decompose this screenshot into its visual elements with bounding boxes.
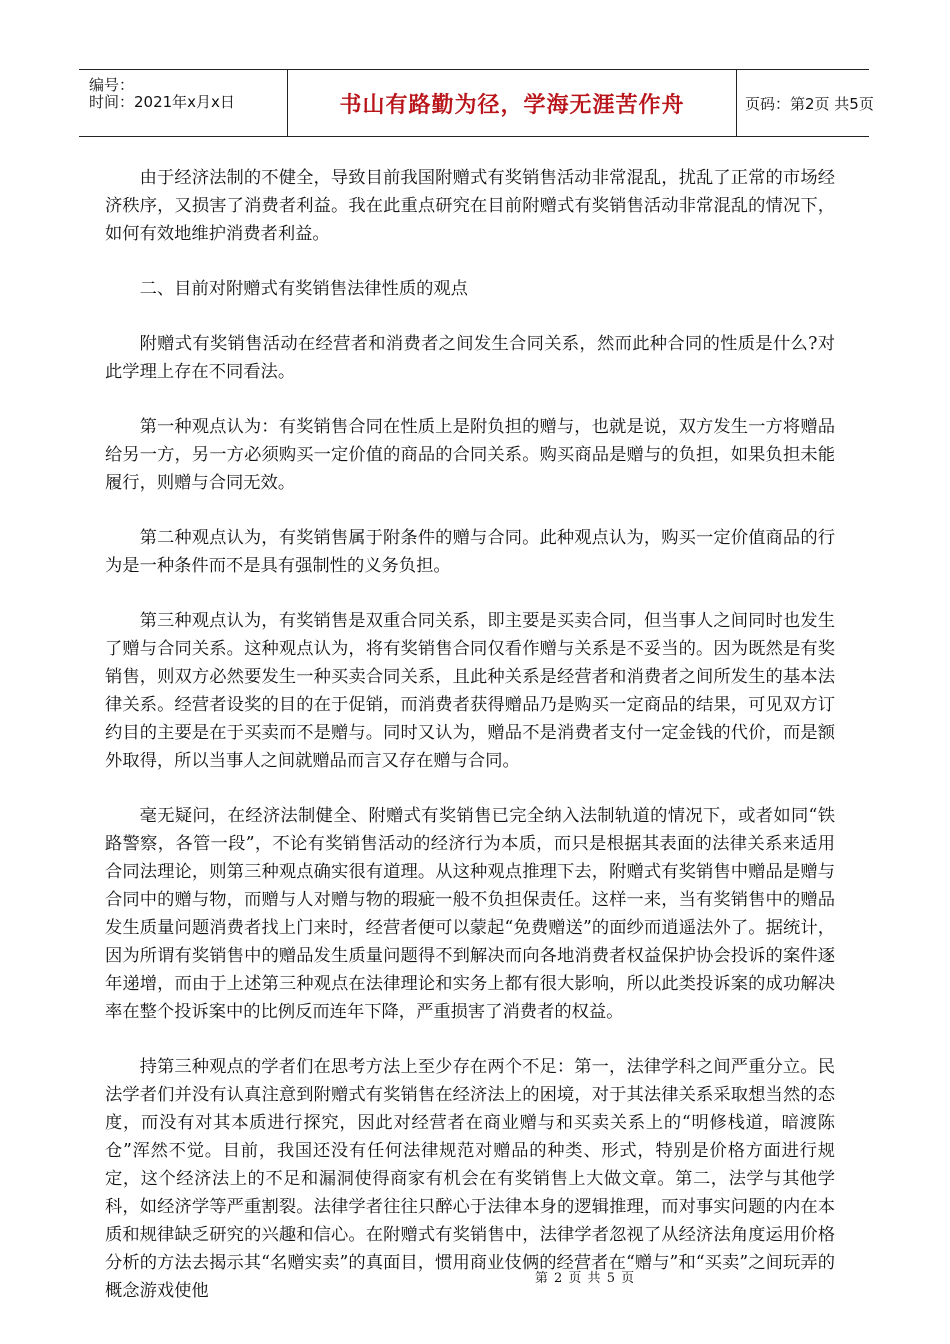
body-paragraph: 第一种观点认为：有奖销售合同在性质上是附负担的赠与，也就是说，双方发生一方将赠品给另一方，另一方必须购买一定价值的商品的合同关系。购买商品是赠与的负担，如果负担未能履行，则赠与合同无效。 xyxy=(105,417,835,493)
header-meta-cell xyxy=(79,70,287,136)
page-footer xyxy=(0,1267,950,1286)
document-header xyxy=(79,69,874,137)
footer-page-number: 第 2 页 共 5 页 xyxy=(534,1271,636,1286)
document-number-label: 编号： xyxy=(89,76,135,94)
document-time-label: 时间：2021年x月x日 xyxy=(89,93,235,111)
body-paragraph: 第三种观点认为，有奖销售是双重合同关系，即主要是买卖合同，但当事人之间同时也发生了赠与合同关系。这种观点认为，将有奖销售合同仅看作赠与关系是不妥当的。因为既然是有奖销售，则双方必然要发生一种买卖合同关系，且此种关系是经营者和消费者之间所发生的基本法律关系。经营者设奖的目的在于促销，而消费者获得赠品乃是购买一定商品的结果，可见双方订约目的主要是在于买卖而不是赠与。同时又认为，赠品不是消费者支付一定金钱的代价，而是额外取得，所以当事人之间就赠品而言又存在赠与合同。 xyxy=(105,611,835,771)
body-paragraph: 持第三种观点的学者们在思考方法上至少存在两个不足：第一，法律学科之间严重分立。民法学者们并没有认真注意到附赠式有奖销售在经济法上的困境，对于其法律关系采取想当然的态度，而没有对其本质进行探究，因此对经营者在商业赠与和买卖关系上的“明修栈道，暗渡陈仓”浑然不觉。目前，我国还没有任何法律规范对赠品的种类、形式，特别是价格方面进行规定，这个经济法上的不足和漏洞使得商家有机会在有奖销售上大做文章。第二，法学与其他学科，如经济学等严重割裂。法律学者往往只醉心于法律本身的逻辑推理，而对事实问题的内在本质和规律缺乏研究的兴趣和信心。在附赠式有奖销售中，法律学者忽视了从经济法角度运用价格分析的方法去揭示其“名赠实卖”的真面目，惯用商业伎俩的经营者在“赠与”和“买卖”之间玩弄的概念游戏使他 xyxy=(105,1057,835,1301)
body-paragraph: 附赠式有奖销售活动在经营者和消费者之间发生合同关系，然而此种合同的性质是什么?对此学理上存在不同看法。 xyxy=(105,334,835,382)
body-paragraph: 毫无疑问，在经济法制健全、附赠式有奖销售已完全纳入法制轨道的情况下，或者如同“铁路警察，各管一段”，不论有奖销售活动的经济行为本质，而只是根据其表面的法律关系来适用合同法理论，则第三种观点确实很有道理。从这种观点推理下去，附赠式有奖销售中赠品是赠与合同中的赠与物，而赠与人对赠与物的瑕疵一般不负担保责任。这样一来，当有奖销售中的赠品发生质量问题消费者找上门来时，经营者便可以蒙起“免费赠送”的面纱而逍遥法外了。据统计，因为所谓有奖销售中的赠品发生质量问题得不到解决而向各地消费者权益保护协会投诉的案件逐年递增，而由于上述第三种观点在法律理论和实务上都有很大影响，所以此类投诉案的成功解决率在整个投诉案中的比例反而连年下降，严重损害了消费者的权益。 xyxy=(105,806,835,1022)
header-page-cell xyxy=(737,70,874,136)
header-motto-cell xyxy=(287,70,737,136)
section-heading: 二、目前对附赠式有奖销售法律性质的观点 xyxy=(139,279,468,299)
header-motto: 书山有路勤为径，学海无涯苦作舟 xyxy=(339,92,685,118)
header-page-info: 页码：第2页 共5页 xyxy=(745,94,874,113)
document-body xyxy=(105,164,835,1332)
body-paragraph: 第二种观点认为，有奖销售属于附条件的赠与合同。此种观点认为，购买一定价值商品的行为是一种条件而不是具有强制性的义务负担。 xyxy=(105,528,835,576)
body-paragraph: 由于经济法制的不健全，导致目前我国附赠式有奖销售活动非常混乱，扰乱了正常的市场经济秩序，又损害了消费者利益。我在此重点研究在目前附赠式有奖销售活动非常混乱的情况下，如何有效地维护消费者利益。 xyxy=(105,168,835,244)
